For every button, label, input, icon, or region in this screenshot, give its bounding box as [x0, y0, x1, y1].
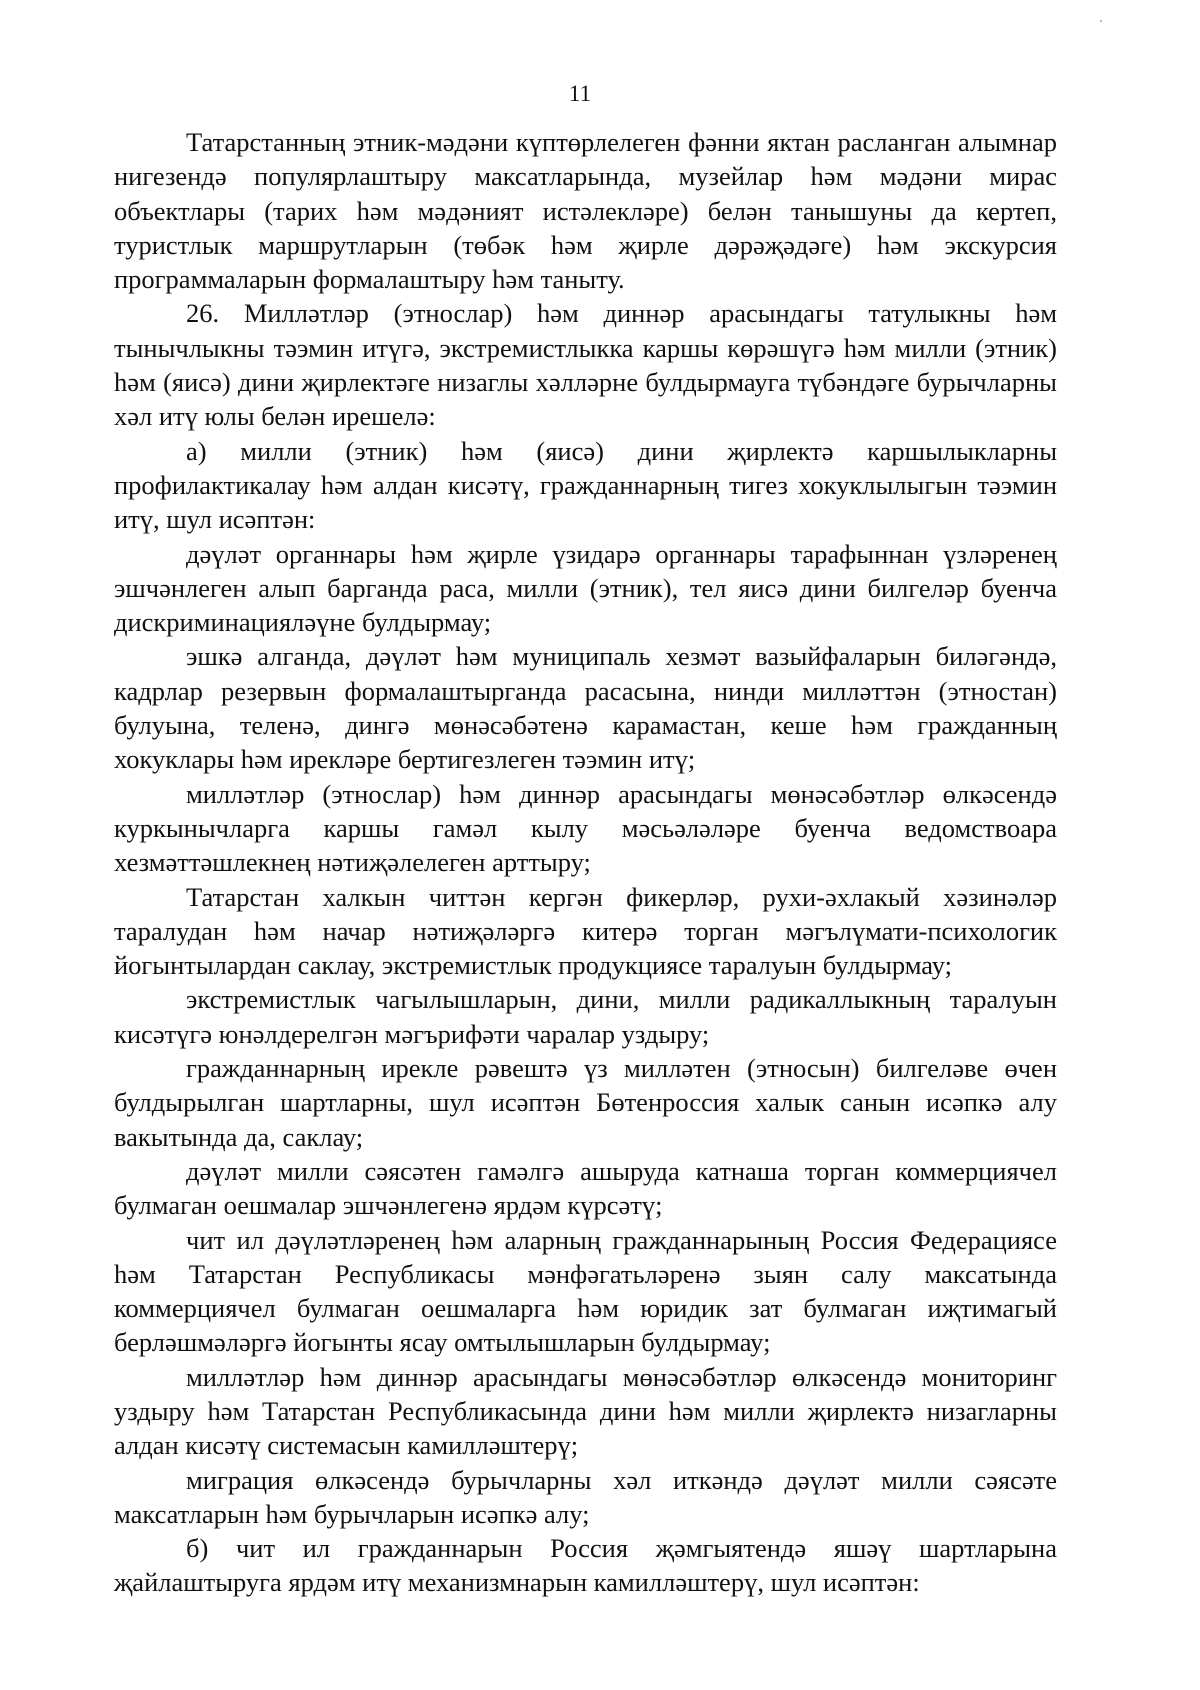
document-body	[114, 125, 1057, 1600]
paragraph: а) милли (этник) һәм (яисә) дини җирлектә каршылыкларны профилактикалау һәм алдан кисәтү, гражданнарның тигез хокуклылыгын тәэмин итү, шул исәптән:	[114, 435, 1057, 535]
paragraph: чит ил дәүләтләренең һәм аларның гражданнарының Россия Федерациясе һәм Татарстан Республикасы мәнфәгатьләренә зыян салу максатында коммерциячел булмаган оешмаларга һәм юридик зат булмаган иҗтимагый берләшмәләргә йогынты ясау омтылышларын булдырмау;	[114, 1224, 1057, 1358]
page-number: 11	[568, 81, 592, 106]
paragraph: Татарстан халкын читтән кергән фикерләр, рухи-әхлакый хәзинәләр таралудан һәм начар нәтиҗәләргә китерә торган мәгълүмати-психологик йогынтылардан саклау, экстремистлык продукциясе таралуын булдырмау;	[114, 881, 1057, 981]
paragraph: милләтләр (этнослар) һәм диннәр арасындагы мөнәсәбәтләр өлкәсендә куркынычларга каршы гамәл кылу мәсьәләләре буенча ведомствоара хезмәттәшлекнең нәтиҗәлелеген арттыру;	[114, 778, 1057, 878]
scan-artifact-mark	[1100, 20, 1102, 22]
paragraph: Татарстанның этник-мәдәни күптөрлелеген фәнни яктан расланган алымнар нигезендә популярлаштыру максатларында, музейлар һәм мәдәни мирас объектлары (тарих һәм мәдәният истәлекләре) белән танышуны да кертеп, туристлык маршрутларын (төбәк һәм җирле дәрәҗәдәге) һәм экскурсия программаларын формалаштыру һәм таныту.	[114, 127, 1057, 295]
paragraph: эшкә алганда, дәүләт һәм муниципаль хезмәт вазыйфаларын биләгәндә, кадрлар резервын формалаштырганда расасына, нинди милләттән (этностан) булуына, теленә, дингә мөнәсәбәтенә карамастан, кеше һәм гражданның хокуклары һәм ирекләре бертигезлеген тәэмин итү;	[114, 641, 1057, 775]
paragraph: гражданнарның ирекле рәвештә үз милләтен (этносын) билгеләве өчен булдырылган шартларны, шул исәптән Бөтенроссия халык санын исәпкә алу вакытында да, саклау;	[114, 1053, 1057, 1152]
paragraph: экстремистлык чагылышларын, дини, милли радикаллыкның таралуын кисәтүгә юнәлдерелгән мәгърифәти чаралар уздыру;	[114, 984, 1057, 1049]
paragraph: миграция өлкәсендә бурычларны хәл иткәндә дәүләт милли сәясәте максатларын һәм бурычларын исәпкә алу;	[114, 1464, 1057, 1529]
paragraph: б) чит ил гражданнарын Россия җәмгыятендә яшәү шартларына җайлаштыруга ярдәм итү механизмнарын камилләштерү, шул исәптән:	[114, 1533, 1057, 1598]
paragraph: дәүләт милли сәясәтен гамәлгә ашыруда катнаша торган коммерциячел булмаган оешмалар эшчәнлегенә ярдәм күрсәтү;	[114, 1155, 1057, 1221]
paragraph: милләтләр һәм диннәр арасындагы мөнәсәбәтләр өлкәсендә мониторинг уздыру һәм Татарстан Республикасында дини һәм милли җирлектә низагларны алдан кисәтү системасын камилләштерү;	[114, 1361, 1057, 1461]
paragraph: 26. Милләтләр (этнослар) һәм диннәр арасындагы татулыкны һәм тынычлыкны тәэмин итүгә, экстремистлыкка каршы көрәшүгә һәм милли (этник) һәм (яисә) дини җирлектәге низаглы хәлләрне булдырмауга түбәндәге бурычларны хәл итү юлы белән ирешелә:	[114, 298, 1057, 432]
paragraph: дәүләт органнары һәм җирле үзидарә органнары тарафыннан үзләренең эшчәнлеген алып барганда раса, милли (этник), тел яисә дини билгеләр буенча дискриминацияләүне булдырмау;	[114, 538, 1057, 638]
